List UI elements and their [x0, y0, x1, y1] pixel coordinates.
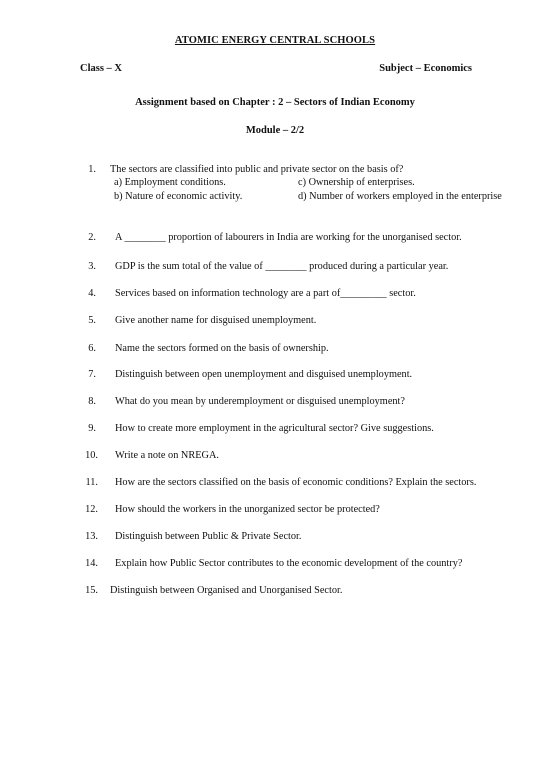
- question-text: A ________ proportion of labourers in India are working for the unorganised sector.: [115, 232, 462, 243]
- question-number: 9.: [88, 423, 96, 434]
- question-text: Give another name for disguised unemployment.: [115, 315, 317, 326]
- question-text: The sectors are classified into public and private sector on the basis of?: [110, 164, 404, 175]
- option-d: d) Number of workers employed in the enterprise: [298, 191, 502, 202]
- question-number: 12.: [85, 504, 98, 515]
- question-text: Distinguish between Organised and Unorganised Sector.: [110, 585, 343, 596]
- question-text: What do you mean by underemployment or disguised unemployment?: [115, 396, 405, 407]
- question-text: How to create more employment in the agricultural sector? Give suggestions.: [115, 423, 434, 434]
- question-text: How are the sectors classified on the basis of economic conditions? Explain the sectors.: [115, 477, 477, 488]
- question-text: Write a note on NREGA.: [115, 450, 219, 461]
- question-number: 6.: [88, 343, 96, 354]
- question-number: 2.: [88, 232, 96, 243]
- question-number: 13.: [85, 531, 98, 542]
- question-number: 5.: [88, 315, 96, 326]
- class-label: Class – X: [80, 63, 123, 74]
- question-number: 11.: [85, 477, 98, 488]
- question-number: 14.: [85, 558, 98, 569]
- question-number: 4.: [88, 288, 96, 299]
- question-number: 15.: [85, 585, 98, 596]
- option-c: c) Ownership of enterprises.: [298, 177, 415, 188]
- question-number: 10.: [85, 450, 98, 461]
- question-text: Explain how Public Sector contributes to the economic development of the country?: [115, 558, 463, 569]
- option-a: a) Employment conditions.: [114, 177, 226, 188]
- assignment-title: Assignment based on Chapter : 2 – Sectors of Indian Economy: [135, 97, 415, 108]
- subject-label: Subject – Economics: [379, 63, 472, 74]
- question-text: Name the sectors formed on the basis of ownership.: [115, 343, 329, 354]
- question-number: 3.: [88, 261, 96, 272]
- question-number: 1.: [88, 164, 96, 175]
- option-b: b) Nature of economic activity.: [114, 191, 243, 202]
- question-text: GDP is the sum total of the value of ________ produced during a particular year.: [115, 261, 449, 272]
- question-text: How should the workers in the unorganized sector be protected?: [115, 504, 380, 515]
- question-text: Distinguish between open unemployment and disguised unemployment.: [115, 369, 413, 380]
- question-number: 8.: [88, 396, 96, 407]
- question-number: 7.: [88, 369, 96, 380]
- question-text: Services based on information technology are a part of_________ sector.: [115, 288, 416, 299]
- school-title: ATOMIC ENERGY CENTRAL SCHOOLS: [174, 35, 376, 46]
- module-title: Module – 2/2: [245, 125, 305, 136]
- question-text: Distinguish between Public & Private Sector.: [115, 531, 302, 542]
